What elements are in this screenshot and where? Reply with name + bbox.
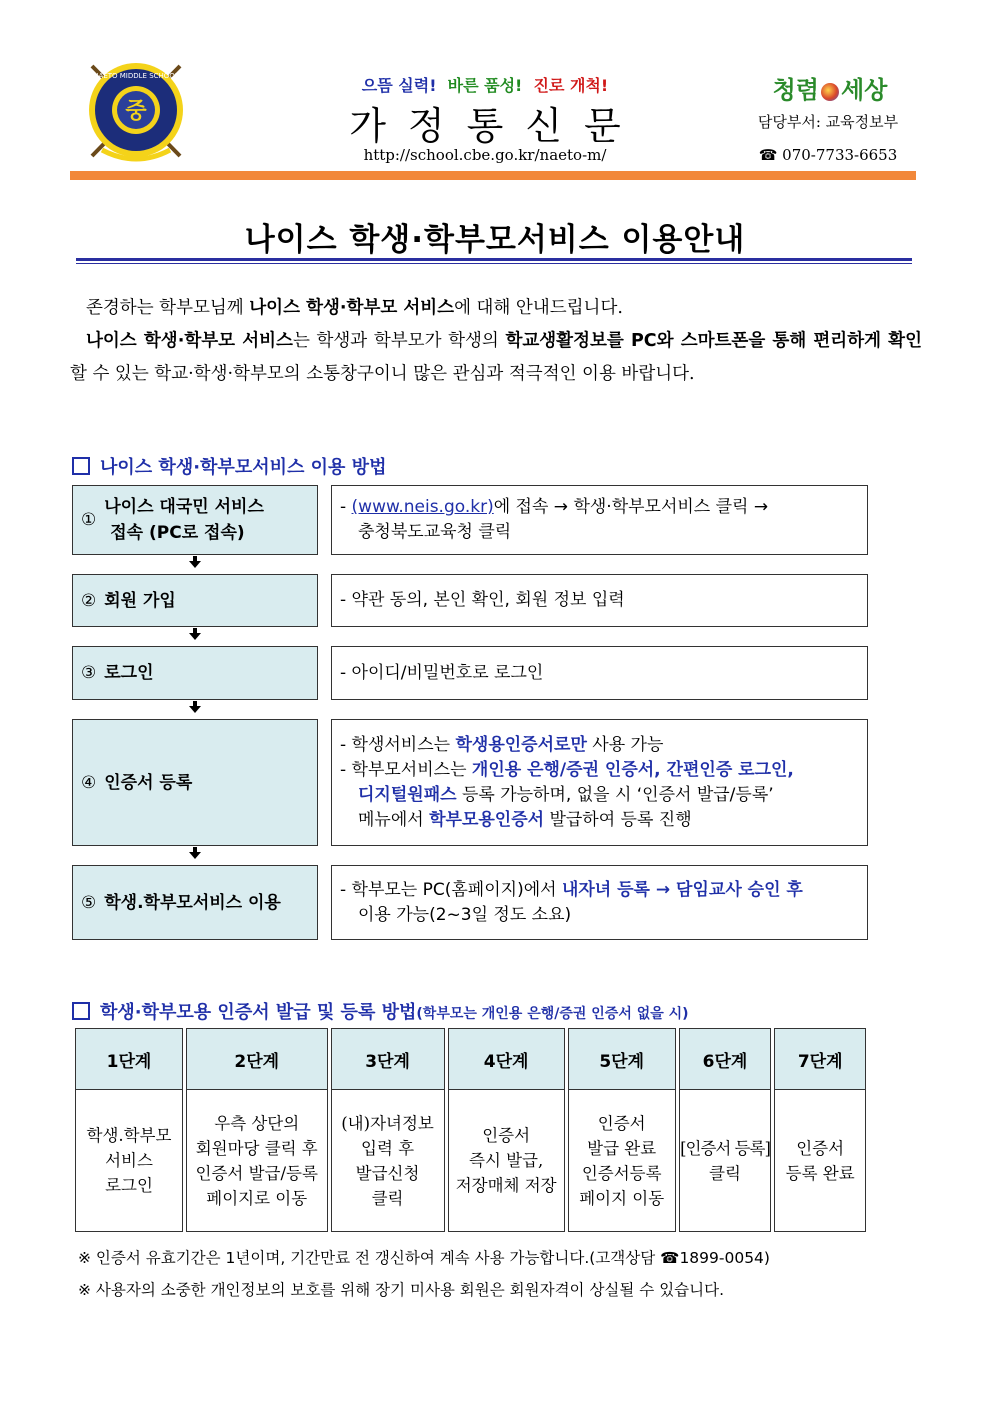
motto-3: 진로 개척! [533,76,609,95]
step-4-l2-f: 학부모용인증서 [429,809,545,830]
stage-text: (내)자녀정보 [341,1113,434,1133]
step-4-l2-b: 개인용 은행/증권 인증서, 간편인증 로그인, [471,759,794,780]
stage-text: [인증서 등록] [680,1138,770,1158]
arrow-down-icon [189,706,201,713]
intro-p2-b: 는 학생과 학부모가 학생의 [292,331,506,351]
stage-text: 학생.학부모 [86,1126,172,1145]
phone-number: ☎ 070-7733-6653 [758,146,898,164]
step-1-dash: - [340,497,352,517]
intro-p2-c: 학교생활정보를 PC와 스마트폰을 통해 편리하게 확인 [505,331,922,351]
stage-cell-3 [331,1090,445,1232]
stage-header: 2단계 [186,1028,328,1090]
stage-cell-7 [774,1090,866,1232]
stages-header-row [75,1028,866,1090]
step-2-number: ② [81,590,97,611]
stage-cell-2 [186,1090,328,1232]
step-4-l1-c: 사용 가능 [586,734,664,755]
step-4-label-text: 인증서 등록 [104,772,193,793]
note-privacy: ※ 사용자의 소중한 개인정보의 보호를 위해 장기 미사용 회원은 회원자격이 상실될 수 있습니다. [78,1281,725,1299]
step-5-number: ⑤ [81,892,97,913]
stage-cell-4 [448,1090,565,1232]
school-url[interactable]: http://school.cbe.go.kr/naeto-m/ [363,146,607,164]
stage-header: 3단계 [331,1028,445,1090]
step-4-l2-a: - 학부모서비스는 [340,759,472,780]
stage-text: 저장매체 저장 [455,1176,557,1195]
stage-cell-6 [679,1090,772,1232]
step-3-description [331,646,868,700]
stage-text: 인증서 발급/등록 [195,1163,318,1183]
stage-text: 회원마당 클릭 후 [195,1138,318,1158]
newsletter-title: 가정통신문 [349,104,643,148]
step-1-label-b: 접속 (PC로 접속) [110,523,245,543]
motto-2: 바른 품성! [447,76,523,95]
step-4-l2-c: 디지털원패스 [358,784,457,805]
school-logo [82,52,190,170]
intro-p1-b: 나이스 학생·학부모 서비스 [249,298,455,318]
stage-text: 인증서 [482,1126,531,1145]
step-4-description [331,719,868,846]
stage-header: 1단계 [75,1028,183,1090]
school-motto [300,73,670,96]
stage-text: 페이지 이동 [579,1188,665,1208]
step-2-description [331,574,868,627]
stage-text: 즉시 발급, [469,1151,544,1170]
svg-text:중: 중 [125,99,147,124]
step-5-desc-b: 내자녀 등록 → 담임교사 승인 후 [561,879,803,900]
step-2-label [72,574,318,627]
arrow-down-icon [189,633,201,640]
step-3-label [72,646,318,700]
step-2-desc: - 약관 동의, 본인 확인, 회원 정보 입력 [340,590,625,610]
neis-link[interactable]: (www.neis.go.kr) [351,497,494,517]
stage-text: 클릭 [709,1163,741,1183]
intro-paragraph-1 [70,292,922,325]
intro-p2-d: 할 수 있는 학교·학생·학부모의 소통창구이니 많은 관심과 적극적인 이용 바랍니다. [70,364,695,384]
stage-text: 페이지로 이동 [206,1188,308,1208]
section-usage-title: 나이스 학생·학부모서비스 이용 방법 [100,457,387,478]
stage-text: 발급신청 [355,1163,420,1183]
step-1-label [72,485,318,555]
stage-text: 로그인 [105,1176,153,1195]
brand-left: 청렴 [772,75,819,104]
step-2-label-text: 회원 가입 [104,590,176,611]
step-4-l2-d: 등록 가능하며, 없을 시 ‘인증서 발급/등록’ [456,784,774,805]
checkbox-square-icon [72,457,90,475]
section-usage-heading [72,453,386,479]
step-5-desc-c: 이용 가능(2~3일 정도 소요) [358,904,572,925]
step-1-desc-b: 충청북도교육청 클릭 [358,522,512,542]
step-1-description [331,485,868,555]
step-3-number: ③ [81,663,97,683]
stage-text: 발급 완료 [587,1138,657,1158]
step-4-l2-e: 메뉴에서 [358,809,430,830]
department: 담당부서: 교육정보부 [757,113,899,131]
stage-header: 4단계 [448,1028,565,1090]
stage-text: 우측 상단의 [214,1113,300,1133]
stage-text: 등록 완료 [785,1163,855,1183]
section-certificate-heading [72,998,689,1024]
stages-body-row [75,1090,866,1232]
stage-cell-5 [568,1090,676,1232]
section-certificate-title: 학생·학부모용 인증서 발급 및 등록 방법 [100,1002,417,1023]
step-4-l1-b: 학생용인증서로만 [455,734,587,755]
arrow-down-icon [189,852,201,859]
step-1-label-a: 나이스 대국민 서비스 [104,497,264,517]
stage-header: 6단계 [679,1028,772,1090]
step-3-label-text: 로그인 [104,663,154,683]
step-3-desc: - 아이디/비밀번호로 로그인 [340,662,544,683]
stage-text: 인증서 [597,1113,646,1133]
step-4-label [72,719,318,846]
stage-text: 입력 후 [361,1138,415,1158]
motto-1: 으뜸 실력! [361,76,437,95]
brand-emblem-icon [821,83,839,101]
document-title: 나이스 학생·학부모서비스 이용안내 [244,222,746,258]
step-5-description [331,865,868,940]
step-1-number: ① [81,510,97,530]
arrow-down-icon [189,561,201,568]
step-4-number: ④ [81,772,97,793]
intro-text [70,292,922,391]
step-4-l1-a: - 학생서비스는 [340,734,456,755]
step-5-label [72,865,318,940]
certificate-stages-table [72,1028,869,1232]
intro-p2-a: 나이스 학생·학부모 서비스 [86,331,293,351]
stage-text: 인증서등록 [581,1163,662,1183]
intro-paragraph-2 [70,325,922,391]
step-5-desc-a: - 학부모는 PC(홈페이지)에서 [340,879,562,900]
stage-header: 5단계 [568,1028,676,1090]
header-divider [70,171,916,180]
section-certificate-subtitle: (학부모는 개인용 은행/증권 인증서 없을 시) [416,1006,689,1022]
svg-text:NAETO MIDDLE SCHOOL: NAETO MIDDLE SCHOOL [93,72,179,80]
stage-text: 클릭 [371,1188,404,1208]
stage-text: 인증서 [796,1138,845,1158]
title-underline [76,258,912,261]
stage-header: 7단계 [774,1028,866,1090]
stage-cell-1 [75,1090,183,1232]
brand-right: 세상 [841,75,888,104]
intro-p1-c: 에 대해 안내드립니다. [454,298,623,318]
integrity-brand [755,70,905,105]
intro-p1-a: 존경하는 학부모님께 [86,298,250,318]
stage-text: 서비스 [105,1151,153,1170]
title-underline-thin [76,263,912,264]
step-4-l2-g: 발급하여 등록 진행 [544,809,692,830]
step-5-label-text: 학생.학부모서비스 이용 [104,892,281,913]
step-1-desc-a: 에 접속 → 학생·학부모서비스 클릭 → [493,497,769,517]
checkbox-square-icon [72,1002,90,1020]
note-validity: ※ 인증서 유효기간은 1년이며, 기간만료 전 갱신하여 계속 사용 가능합니다.(고객상담 ☎1899-0054) [78,1249,770,1267]
